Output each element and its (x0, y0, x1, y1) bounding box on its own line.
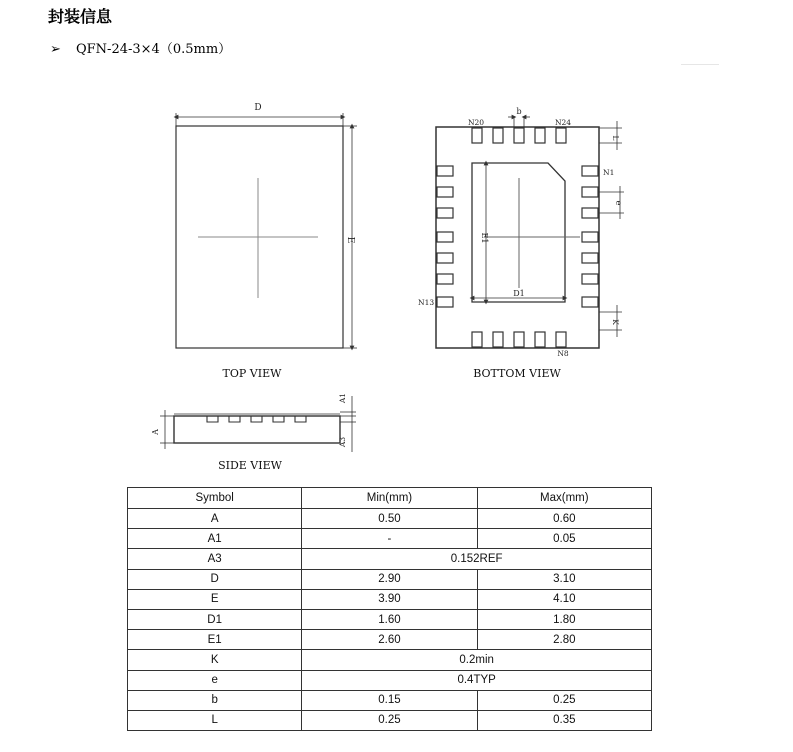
header-max: Max(mm) (477, 488, 651, 509)
dim-e-label: E (345, 236, 355, 244)
cell-min: 3.90 (302, 589, 477, 609)
cell-min: 0.50 (302, 509, 477, 529)
table-header-row (128, 488, 652, 509)
dim-d1-label: D1 (513, 289, 525, 298)
pad-right (582, 253, 598, 263)
cell-max: 0.25 (477, 690, 651, 710)
table-row (128, 670, 652, 690)
cell-symbol: D1 (128, 609, 302, 629)
package-name: QFN-24-3×4（0.5mm） (76, 42, 232, 57)
cell-max: 0.60 (477, 509, 651, 529)
table-row (128, 529, 652, 549)
table-row (128, 609, 652, 629)
pad-right (582, 166, 598, 176)
pad-right (582, 274, 598, 284)
cell-symbol: e (128, 670, 302, 690)
cell-min: 0.15 (302, 690, 477, 710)
pin-n13-label: N13 (418, 298, 435, 307)
top-view (176, 113, 357, 348)
side-view-caption: SIDE VIEW (218, 459, 282, 472)
header-symbol: Symbol (128, 488, 302, 509)
cell-max: 3.10 (477, 569, 651, 589)
cell-symbol: K (128, 650, 302, 670)
pad-right (582, 232, 598, 242)
cell-merged-value: 0.2min (302, 650, 652, 670)
pad-left (437, 232, 453, 242)
pin-n8-label: N8 (557, 349, 569, 358)
dim-b-label: b (516, 107, 522, 116)
pin-n1-label: N1 (603, 168, 615, 177)
pad-right (582, 297, 598, 307)
cell-min: 2.60 (302, 630, 477, 650)
cell-min: 0.25 (302, 710, 477, 730)
pad-top (556, 128, 566, 143)
cell-merged-value: 0.152REF (302, 549, 652, 569)
bottom-view-caption: BOTTOM VIEW (473, 367, 561, 380)
dim-a3-label: A3 (338, 436, 347, 448)
header-min: Min(mm) (302, 488, 477, 509)
side-view-body (174, 416, 340, 443)
cell-symbol: E1 (128, 630, 302, 650)
pad-left (437, 253, 453, 263)
cell-max: 0.05 (477, 529, 651, 549)
pad-right (582, 208, 598, 218)
table-row (128, 650, 652, 670)
pin-n24-label: N24 (554, 118, 572, 127)
cell-max: 4.10 (477, 589, 651, 609)
dim-e1-label: E1 (480, 232, 489, 244)
pad-top (493, 128, 503, 143)
pad-right (582, 187, 598, 197)
cell-max: 1.80 (477, 609, 651, 629)
pad-left (437, 187, 453, 197)
pad-bottom (535, 332, 545, 347)
pad-top (514, 128, 524, 143)
cell-symbol: D (128, 569, 302, 589)
cell-symbol: A3 (128, 549, 302, 569)
pad-left (437, 166, 453, 176)
table-row (128, 589, 652, 609)
table-row (128, 630, 652, 650)
dim-l-label: L (611, 135, 620, 141)
bullet-arrow-icon: ➢ (50, 42, 61, 57)
table-row (128, 509, 652, 529)
dim-a-label: A (151, 429, 160, 435)
table-row (128, 710, 652, 730)
cell-symbol: L (128, 710, 302, 730)
pad-top (535, 128, 545, 143)
cell-min: 2.90 (302, 569, 477, 589)
pad-bottom (472, 332, 482, 347)
section-heading: 封装信息 (48, 7, 113, 26)
cell-min: - (302, 529, 477, 549)
table-row (128, 690, 652, 710)
top-view-caption: TOP VIEW (222, 367, 282, 380)
dim-d-label: D (254, 103, 262, 113)
dim-a1-label: A1 (338, 392, 347, 404)
cell-min: 1.60 (302, 609, 477, 629)
cell-symbol: b (128, 690, 302, 710)
cell-merged-value: 0.4TYP (302, 670, 652, 690)
pad-top (472, 128, 482, 143)
cell-symbol: E (128, 589, 302, 609)
pad-left (437, 208, 453, 218)
dim-k-label: K (611, 319, 620, 325)
cell-max: 2.80 (477, 630, 651, 650)
bottom-view (436, 117, 624, 348)
side-view (160, 396, 356, 452)
dimension-table (127, 487, 652, 731)
pin-n20-label: N20 (467, 118, 485, 127)
table-row (128, 569, 652, 589)
pad-bottom (556, 332, 566, 347)
cell-symbol: A1 (128, 529, 302, 549)
pad-left (437, 297, 453, 307)
cell-symbol: A (128, 509, 302, 529)
pad-bottom (493, 332, 503, 347)
table-row (128, 549, 652, 569)
cell-max: 0.35 (477, 710, 651, 730)
dim-e-pitch-label: e (614, 200, 623, 206)
pad-left (437, 274, 453, 284)
pad-bottom (514, 332, 524, 347)
